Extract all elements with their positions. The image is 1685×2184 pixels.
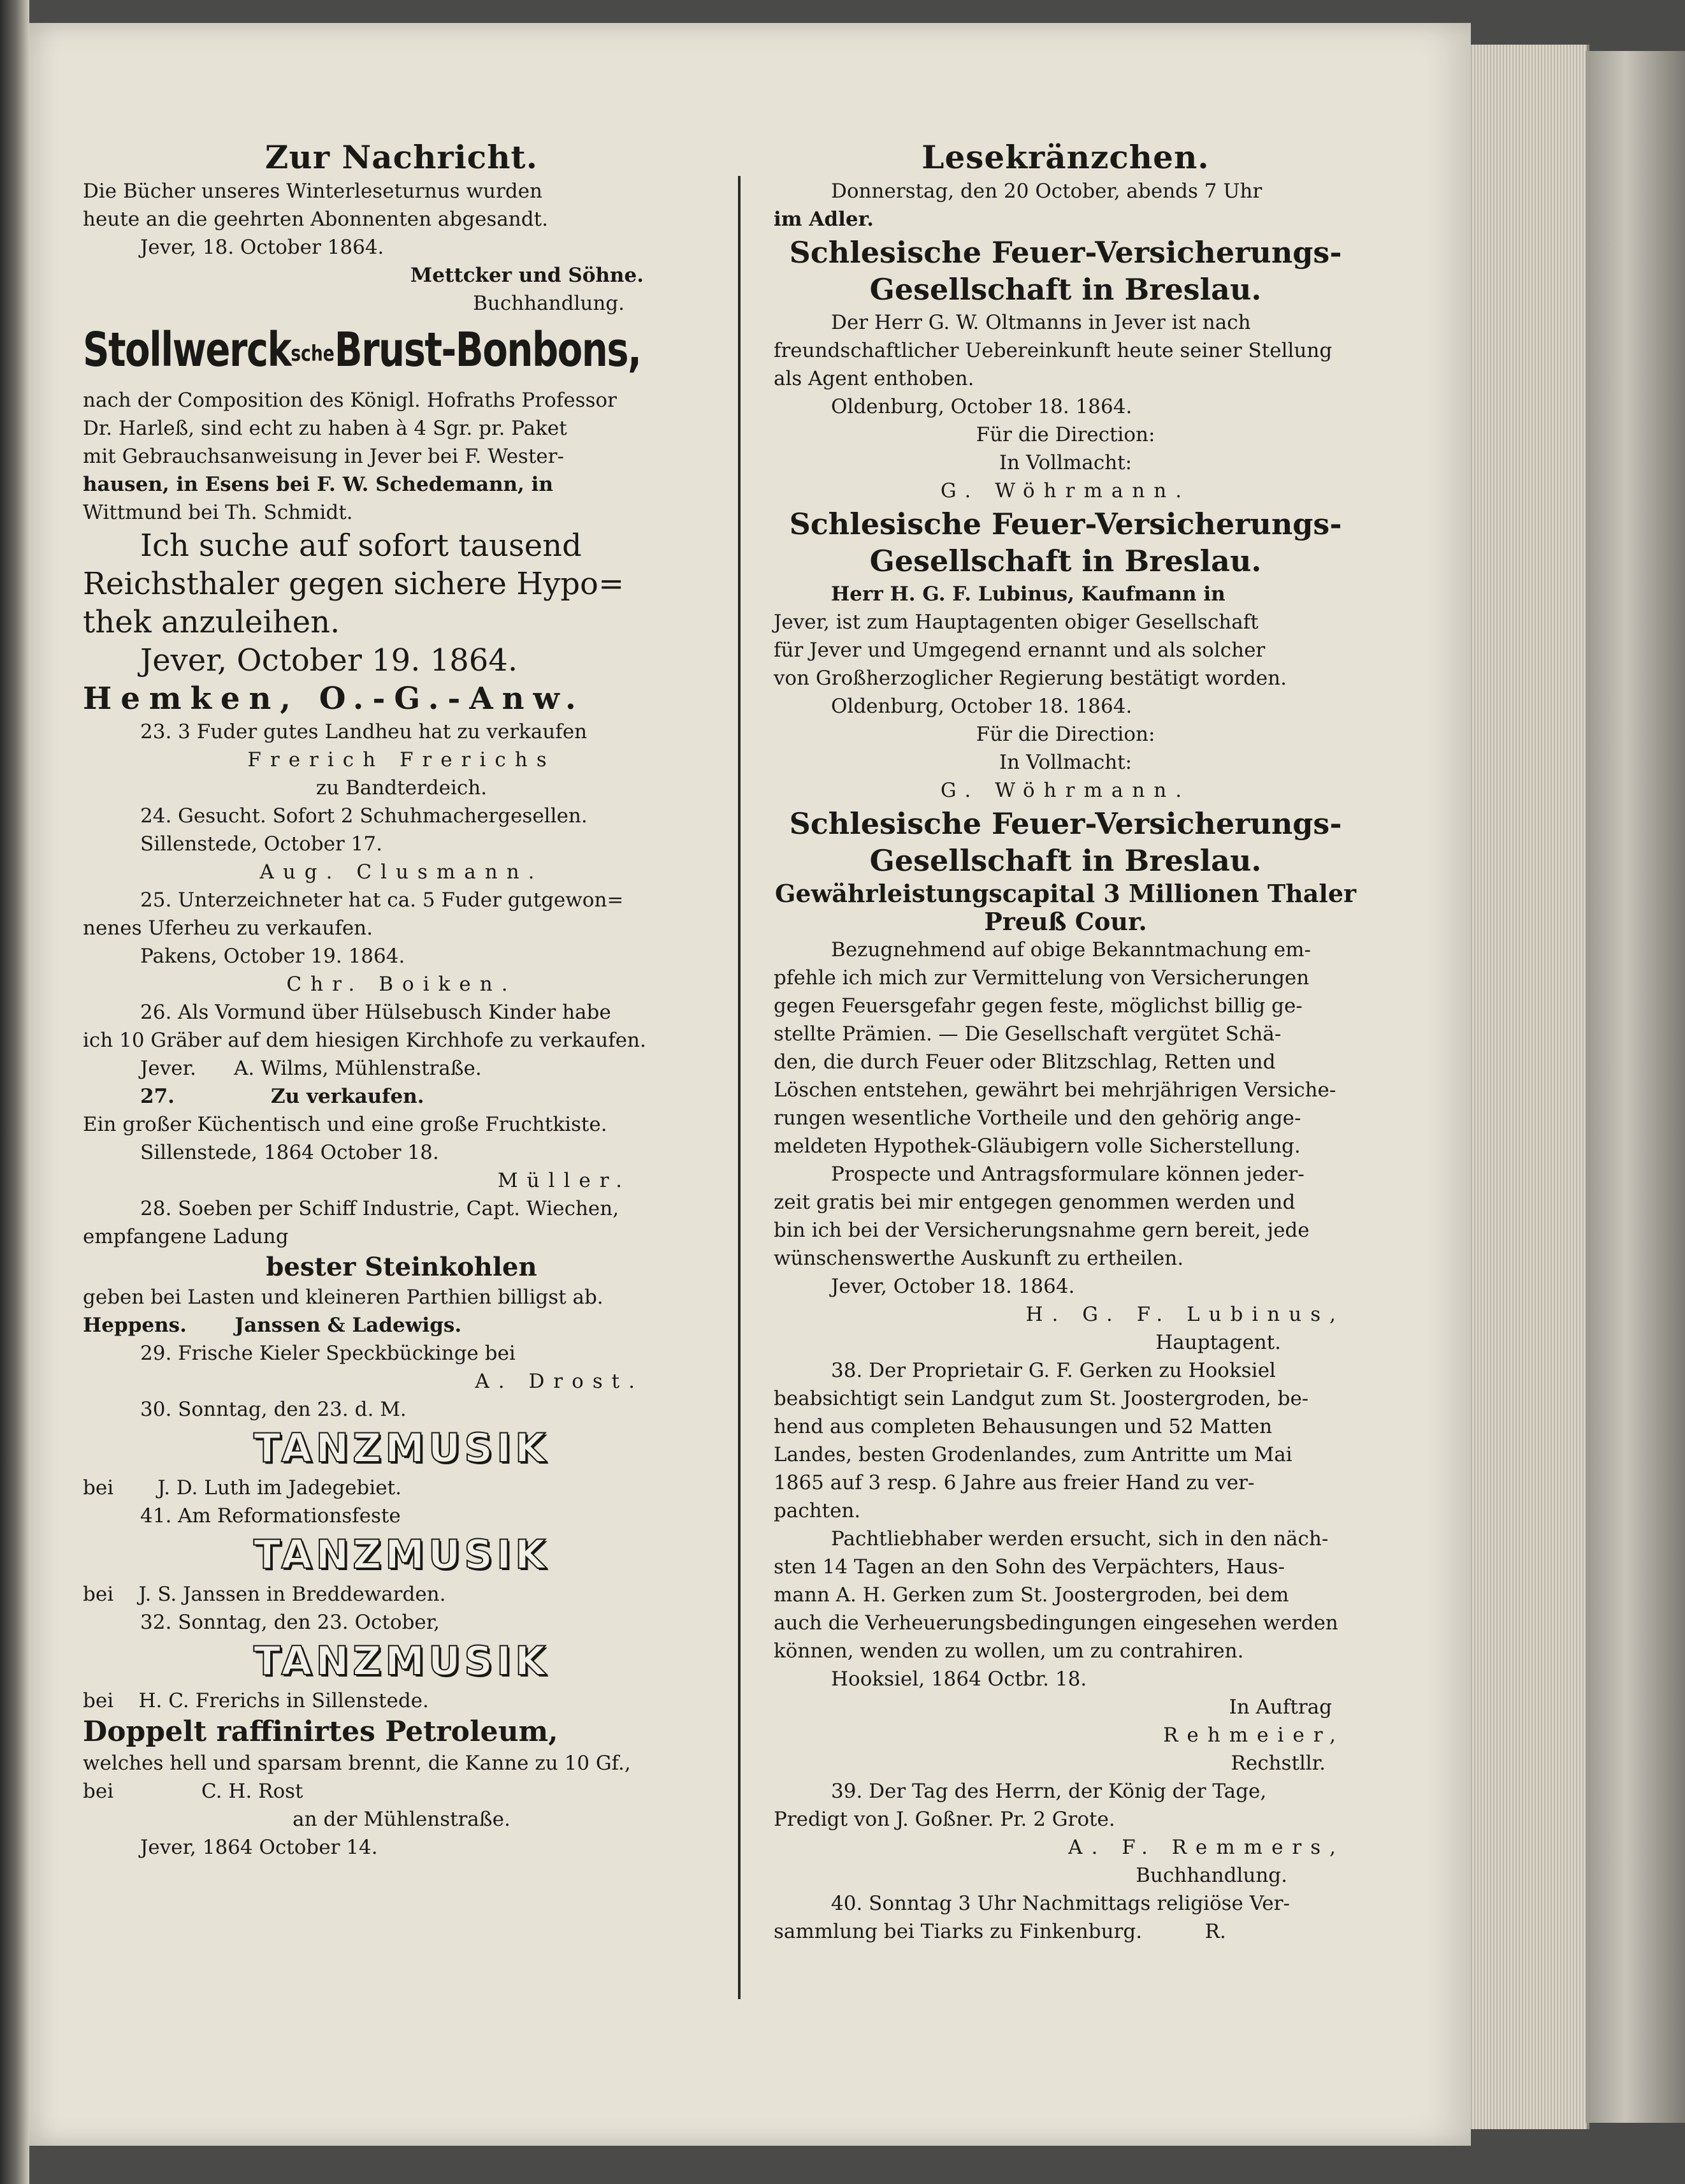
- text-line: nenes Uferheu zu verkaufen.: [83, 917, 373, 940]
- ad-39: [774, 1777, 1357, 1889]
- signature: H. G. F. Lubinus,: [1025, 1303, 1345, 1326]
- text-line: 25. Unterzeichneter hat ca. 5 Fuder gutgewon=: [140, 889, 624, 912]
- text-line: für Jever und Umgegend ernannt und als solcher: [774, 639, 1266, 662]
- ad-30: [83, 1395, 720, 1502]
- ad-headline: Doppelt raffinirtes Petroleum,: [83, 1715, 558, 1748]
- text-line: Bezugnehmend auf obige Bekanntmachung em-: [831, 938, 1312, 961]
- text-line: Prospecte und Antragsformulare können jeder-: [831, 1163, 1305, 1186]
- ad-headline: TANZMUSIK: [253, 1425, 550, 1471]
- date-line: Oldenburg, October 18. 1864.: [831, 395, 1132, 418]
- text-line: Ich suche auf sofort tausend: [140, 528, 582, 564]
- text-line: mann A. H. Gerken zum St. Joostergroden, bei dem: [774, 1583, 1289, 1606]
- signature: A. F. Remmers,: [1068, 1836, 1345, 1859]
- right-column: [774, 135, 1357, 1946]
- ad-28: [83, 1195, 720, 1339]
- text-line: Die Bücher unseres Winterleseturnus wurden: [83, 180, 542, 203]
- text-line: ich 10 Gräber auf dem hiesigen Kirchhofe zu verkaufen.: [83, 1029, 646, 1052]
- signature: Mettcker und Söhne.: [410, 264, 644, 287]
- notice-headline: Schlesische Feuer-Versicherungs-: [789, 507, 1342, 541]
- ad-24: [83, 802, 720, 886]
- text-line: welches hell und sparsam brennt, die Kanne zu 10 Gf.,: [83, 1752, 631, 1775]
- ad-38: [774, 1357, 1357, 1777]
- text-line: Predigt von J. Goßner. Pr. 2 Grote.: [774, 1808, 1115, 1831]
- date-line: Jever, 18. October 1864.: [140, 236, 384, 259]
- text-line: 39. Der Tag des Herrn, der König der Tage,: [831, 1780, 1267, 1803]
- signature: Hemken, O.-G.-Anw.: [83, 681, 585, 717]
- headline-part: Stollwerck: [83, 323, 291, 377]
- notice-headline: Schlesische Feuer-Versicherungs-: [789, 806, 1342, 841]
- signature: A. Drost.: [475, 1370, 644, 1393]
- notice-lesekraenzchen: [774, 138, 1357, 233]
- ad-headline: TANZMUSIK: [253, 1531, 550, 1578]
- text-line: mit Gebrauchsanweisung in Jever bei F. Wester-: [83, 445, 564, 468]
- text-line: Donnerstag, den 20 October, abends 7 Uhr: [831, 180, 1262, 203]
- ad-brust-bonbons: [83, 323, 720, 527]
- text-line: Wittmund bei Th. Schmidt.: [83, 501, 353, 524]
- headline-part: Brust-Bonbons,: [334, 323, 641, 377]
- signature: Aug. Clusmann.: [259, 861, 544, 884]
- ad-27: [83, 1082, 720, 1195]
- text-line: stellte Prämien. — Die Gesellschaft vergütet Schä-: [774, 1023, 1282, 1045]
- text-line: im Adler.: [774, 208, 874, 231]
- text-line: 41. Am Reformationsfeste: [140, 1504, 401, 1527]
- text-line: können, wenden zu wollen, um zu contrahiren.: [774, 1640, 1244, 1663]
- ad-41: [83, 1502, 720, 1608]
- text-line: 30. Sonntag, den 23. d. M.: [140, 1398, 407, 1421]
- text-line: Jever. A. Wilms, Mühlenstraße.: [140, 1057, 482, 1080]
- signature: In Auftrag: [1229, 1696, 1332, 1719]
- text-line: als Agent enthoben.: [774, 367, 974, 390]
- text-line: zu Bandterdeich.: [315, 776, 488, 799]
- left-column: [83, 135, 720, 1861]
- signature: Buchhandlung.: [473, 292, 625, 315]
- text-line: 32. Sonntag, den 23. October,: [140, 1611, 440, 1634]
- text-line: pfehle ich mich zur Vermittelung von Versicherungen: [774, 966, 1310, 989]
- text-line: bei H. C. Frerichs in Sillenstede.: [83, 1689, 429, 1712]
- book-cover-edge: [1586, 51, 1685, 2123]
- notice-headline: Gesellschaft in Breslau.: [869, 843, 1262, 878]
- ad-26: [83, 998, 720, 1082]
- signature: Müller.: [497, 1169, 631, 1192]
- text-line: 24. Gesucht. Sofort 2 Schuhmachergesellen.: [140, 804, 588, 827]
- text-line: 27. Zu verkaufen.: [140, 1085, 424, 1108]
- text-line: Reichsthaler gegen sichere Hypo=: [83, 566, 625, 602]
- text-line: gegen Feuersgefahr gegen feste, möglichst billig ge-: [774, 994, 1303, 1017]
- notice-headline: Gesellschaft in Breslau.: [869, 544, 1262, 578]
- text-line: In Vollmacht:: [999, 751, 1132, 774]
- text-line: bin ich bei der Versicherungsnahme gern bereit, jede: [774, 1219, 1310, 1242]
- notice-schlesische-1: [774, 235, 1357, 505]
- ad-29: [83, 1339, 720, 1395]
- notice-headline: Schlesische Feuer-Versicherungs-: [789, 235, 1342, 270]
- ad-23: [83, 718, 720, 802]
- ad-40: [774, 1889, 1357, 1946]
- text-line: 40. Sonntag 3 Uhr Nachmittags religiöse Ver-: [831, 1892, 1290, 1915]
- text-line: 38. Der Proprietair G. F. Gerken zu Hooksiel: [831, 1359, 1276, 1382]
- text-line: Sillenstede, October 17.: [140, 833, 382, 855]
- text-line: 29. Frische Kieler Speckbückinge bei: [140, 1342, 516, 1365]
- text-line: 28. Soeben per Schiff Industrie, Capt. Wiechen,: [140, 1197, 619, 1220]
- text-line: auch die Verheuerungsbedingungen eingesehen werden: [774, 1612, 1338, 1634]
- text-line: Für die Direction:: [976, 423, 1155, 446]
- text-line: geben bei Lasten und kleineren Parthien billigst ab.: [83, 1286, 604, 1309]
- text-line: Dr. Harleß, sind echt zu haben à 4 Sgr. pr. Paket: [83, 417, 567, 440]
- notice-title: Lesekränzchen.: [922, 138, 1210, 176]
- text-line: thek anzuleihen.: [83, 604, 340, 640]
- signature: G. Wöhrmann.: [940, 479, 1191, 502]
- text-line: pachten.: [774, 1499, 861, 1522]
- newspaper-page: [29, 23, 1471, 2146]
- date-line: Jever, 1864 October 14.: [140, 1836, 378, 1859]
- ad-headline: bester Steinkohlen: [266, 1252, 537, 1282]
- text-line: bei J. D. Luth im Jadegebiet.: [83, 1476, 401, 1499]
- text-line: freundschaftlicher Uebereinkunft heute seiner Stellung: [774, 339, 1333, 362]
- date-line: Jever, October 19. 1864.: [140, 643, 518, 678]
- notice-zur-nachricht: [83, 138, 720, 317]
- text-line: nach der Composition des Königl. Hofraths Professor: [83, 389, 617, 412]
- notice-headline: Gesellschaft in Breslau.: [869, 272, 1262, 307]
- ad-headline: [83, 323, 641, 377]
- text-line: zeit gratis bei mir entgegen genommen werden und: [774, 1191, 1296, 1214]
- signature-role: Buchhandlung.: [1136, 1864, 1287, 1887]
- text-line: von Großherzoglicher Regierung bestätigt worden.: [774, 667, 1287, 690]
- text-line: beabsichtigt sein Landgut zum St. Joostergroden, be-: [774, 1387, 1309, 1410]
- text-line: Landes, besten Grodenlandes, zum Antritte um Mai: [774, 1443, 1292, 1466]
- text-line: Pachtliebhaber werden ersucht, sich in den näch-: [831, 1527, 1329, 1550]
- text-line: hend aus completen Behausungen und 52 Matten: [774, 1415, 1273, 1438]
- text-line: Herr H. G. F. Lubinus, Kaufmann in: [831, 583, 1226, 606]
- text-line: hausen, in Esens bei F. W. Schedemann, in: [83, 473, 553, 496]
- ad-petroleum: [83, 1715, 720, 1861]
- text-line: In Vollmacht:: [999, 451, 1132, 474]
- ad-32: [83, 1608, 720, 1715]
- text-line: 1865 auf 3 resp. 6 Jahre aus freier Hand zu ver-: [774, 1471, 1255, 1494]
- text-line: Ein großer Küchentisch und eine große Fruchtkiste.: [83, 1113, 607, 1136]
- text-line: 23. 3 Fuder gutes Landheu hat zu verkaufen: [140, 720, 588, 743]
- signature: G. Wöhrmann.: [940, 779, 1191, 802]
- text-line: Jever, ist zum Hauptagenten obiger Gesellschaft: [774, 611, 1259, 634]
- text-line: den, die durch Feuer oder Blitzschlag, Retten und: [774, 1051, 1276, 1074]
- text-line: wünschenswerthe Auskunft zu ertheilen.: [774, 1247, 1184, 1270]
- headline-part: sche: [291, 341, 335, 367]
- text-line: empfangene Ladung: [83, 1225, 289, 1248]
- notice-subheadline: Gewährleistungscapital 3 Millionen Thaler: [774, 879, 1357, 908]
- signature-role: Rechstllr.: [1231, 1752, 1326, 1775]
- date-line: Jever, October 18. 1864.: [831, 1275, 1075, 1298]
- text-line: Der Herr G. W. Oltmanns in Jever ist nach: [831, 311, 1251, 334]
- ad-headline: TANZMUSIK: [253, 1638, 550, 1684]
- text-line: 26. Als Vormund über Hülsebusch Kinder habe: [140, 1001, 611, 1024]
- date-line: Hooksiel, 1864 Octbr. 18.: [831, 1668, 1087, 1691]
- signature: Rehmeier,: [1163, 1724, 1345, 1747]
- text-line: bei J. S. Janssen in Breddewarden.: [83, 1583, 446, 1606]
- signature-role: Hauptagent.: [1155, 1331, 1281, 1354]
- date-line: Oldenburg, October 18. 1864.: [831, 695, 1132, 718]
- text-line: sten 14 Tagen an den Sohn des Verpächters, Haus-: [774, 1555, 1285, 1578]
- notice-schlesische-3: [774, 806, 1357, 1357]
- text-line: an der Mühlenstraße.: [293, 1808, 510, 1831]
- notice-schlesische-2: [774, 506, 1357, 804]
- text-line: bei C. H. Rost: [83, 1780, 303, 1803]
- notice-subheadline: Preuß Cour.: [984, 907, 1147, 936]
- book-gutter: [0, 0, 29, 2184]
- signature: Chr. Boiken.: [286, 973, 517, 996]
- ad-hypothek: [83, 527, 720, 718]
- signature: Frerich Frerichs: [247, 748, 556, 771]
- text-line: rungen wesentliche Vortheile und den gehörig ange-: [774, 1107, 1301, 1130]
- text-line: sammlung bei Tiarks zu Finkenburg. R.: [774, 1920, 1226, 1943]
- text-line: Pakens, October 19. 1864.: [140, 945, 405, 968]
- text-line: heute an die geehrten Abonnenten abgesandt.: [83, 208, 548, 231]
- ad-25: [83, 886, 720, 998]
- column-divider: [738, 176, 741, 1999]
- page-stack-edge: [1459, 45, 1589, 2129]
- text-line: Löschen entstehen, gewährt bei mehrjährigen Versiche-: [774, 1079, 1336, 1102]
- notice-title: Zur Nachricht.: [264, 138, 539, 176]
- text-line: Für die Direction:: [976, 723, 1155, 746]
- text-line: meldeten Hypothek-Gläubigern volle Sicherstellung.: [774, 1135, 1301, 1158]
- text-line: Heppens. Janssen & Ladewigs.: [83, 1314, 462, 1337]
- text-line: Sillenstede, 1864 October 18.: [140, 1141, 439, 1164]
